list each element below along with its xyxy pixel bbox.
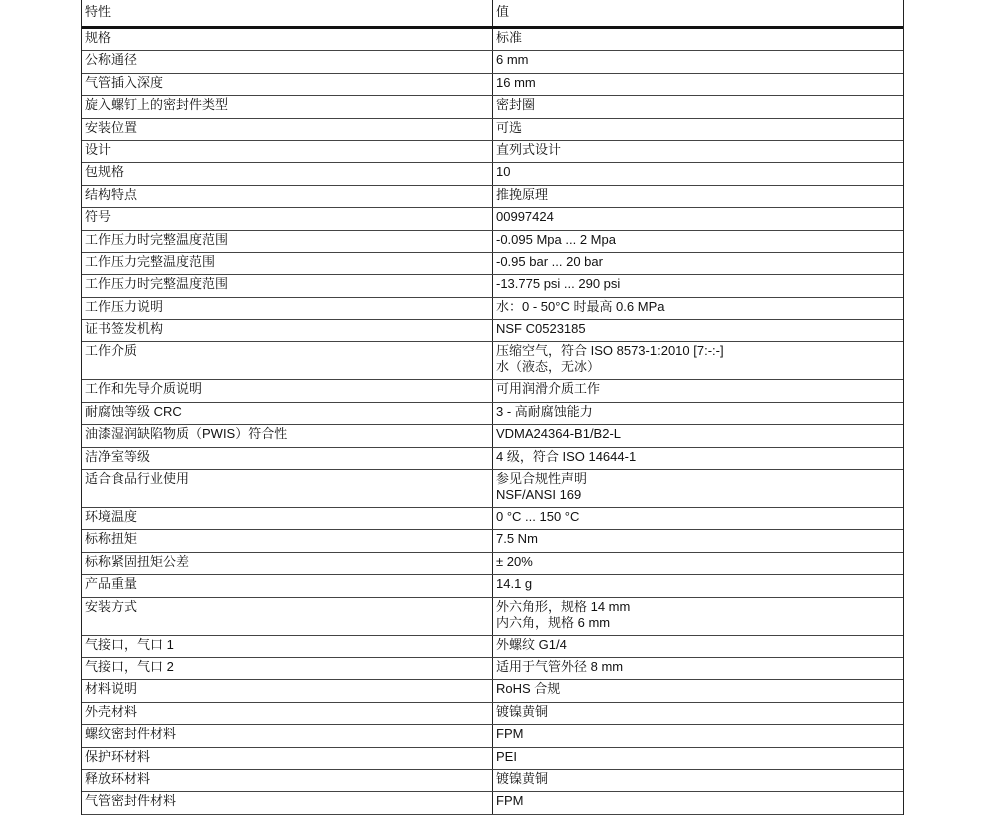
- value-line: VDMA24364-B1/B2-L: [496, 426, 622, 442]
- value-cell: [493, 342, 903, 379]
- value-line: 直列式设计: [496, 141, 562, 157]
- table-row: [82, 636, 903, 658]
- table-row: [82, 508, 903, 530]
- property-cell: 保护环材料: [82, 748, 493, 769]
- value-cell: [493, 96, 903, 117]
- value-line: FPM: [496, 726, 524, 742]
- value-line: 镀镍黄铜: [496, 770, 549, 786]
- value-cell: [493, 74, 903, 95]
- table-row: [82, 448, 903, 470]
- table-body: [82, 29, 903, 815]
- table-row: [82, 298, 903, 320]
- table-row: [82, 275, 903, 297]
- table-row: [82, 470, 903, 508]
- table-row: [82, 680, 903, 702]
- table-row: [82, 208, 903, 230]
- property-cell: 标称紧固扭矩公差: [82, 553, 493, 574]
- value-line: 4 级，符合 ISO 14644-1: [496, 448, 637, 464]
- value-line: -13.775 psi ... 290 psi: [496, 276, 621, 292]
- table-row: [82, 658, 903, 680]
- value-cell: [493, 119, 903, 140]
- value-cell: [493, 598, 903, 635]
- value-line: 可用润滑介质工作: [496, 381, 601, 397]
- value-line: 7.5 Nm: [496, 531, 538, 547]
- value-cell: [493, 680, 903, 701]
- value-cell: [493, 636, 903, 657]
- value-cell: [493, 403, 903, 424]
- table-row: [82, 380, 903, 402]
- value-cell: [493, 553, 903, 574]
- value-cell: [493, 298, 903, 319]
- table-row: [82, 575, 903, 597]
- table-row: [82, 725, 903, 747]
- value-cell: [493, 275, 903, 296]
- header-value: 值: [496, 4, 510, 19]
- value-cell: [493, 380, 903, 401]
- table-row: [82, 530, 903, 552]
- value-line: 水（液态，无冰）: [496, 359, 601, 375]
- property-cell: 工作压力时完整温度范围: [82, 231, 493, 252]
- value-line: 参见合规性声明: [496, 471, 588, 487]
- value-cell: [493, 231, 903, 252]
- value-line: 00997424: [496, 209, 554, 225]
- property-cell: 油漆湿润缺陷物质（PWIS）符合性: [82, 425, 493, 446]
- header-property: 特性: [82, 0, 493, 26]
- value-cell: [493, 792, 903, 813]
- property-cell: 环境温度: [82, 508, 493, 529]
- property-cell: 气管密封件材料: [82, 792, 493, 813]
- property-cell: 安装位置: [82, 119, 493, 140]
- property-cell: 结构特点: [82, 186, 493, 207]
- value-line: 0 °C ... 150 °C: [496, 509, 580, 525]
- value-cell: [493, 725, 903, 746]
- value-cell: [493, 51, 903, 72]
- value-line: 6 mm: [496, 52, 529, 68]
- property-cell: 耐腐蚀等级 CRC: [82, 403, 493, 424]
- property-cell: 证书签发机构: [82, 320, 493, 341]
- value-line: PEI: [496, 748, 517, 764]
- value-cell: [493, 575, 903, 596]
- value-line: 可选: [496, 119, 523, 135]
- value-line: 镀镍黄铜: [496, 703, 549, 719]
- value-line: -0.95 bar ... 20 bar: [496, 253, 603, 269]
- property-cell: 适合食品行业使用: [82, 470, 493, 507]
- value-cell: [493, 163, 903, 184]
- value-line: 压缩空气，符合 ISO 8573-1:2010 [7:-:-]: [496, 343, 724, 359]
- table-row: [82, 231, 903, 253]
- value-line: 推挽原理: [496, 186, 549, 202]
- table-row: [82, 51, 903, 73]
- value-cell: [493, 141, 903, 162]
- table-row: [82, 74, 903, 96]
- table-row: [82, 553, 903, 575]
- value-cell: [493, 703, 903, 724]
- property-cell: 规格: [82, 29, 493, 50]
- table-row: [82, 748, 903, 770]
- table-row: [82, 425, 903, 447]
- table-row: [82, 703, 903, 725]
- table-row: [82, 141, 903, 163]
- property-cell: 产品重量: [82, 575, 493, 596]
- property-cell: 工作压力说明: [82, 298, 493, 319]
- property-cell: 包规格: [82, 163, 493, 184]
- table-row: [82, 403, 903, 425]
- property-cell: 标称扭矩: [82, 530, 493, 551]
- value-cell: [493, 508, 903, 529]
- value-line: 10: [496, 164, 511, 180]
- value-line: RoHS 合规: [496, 681, 561, 697]
- property-cell: 工作和先导介质说明: [82, 380, 493, 401]
- value-line: 标准: [496, 30, 523, 45]
- value-line: 14.1 g: [496, 576, 533, 592]
- property-cell: 洁净室等级: [82, 448, 493, 469]
- property-cell: 外壳材料: [82, 703, 493, 724]
- table-row: [82, 29, 903, 51]
- value-cell: [493, 748, 903, 769]
- value-line: 密封圈: [496, 97, 536, 113]
- table-row: [82, 342, 903, 380]
- value-line: 外螺纹 G1/4: [496, 636, 567, 652]
- property-cell: 释放环材料: [82, 770, 493, 791]
- value-cell: [493, 320, 903, 341]
- value-cell: [493, 208, 903, 229]
- table-row: [82, 186, 903, 208]
- table-row: [82, 253, 903, 275]
- table-row: [82, 320, 903, 342]
- property-cell: 设计: [82, 141, 493, 162]
- value-cell: [493, 29, 903, 50]
- value-line: 外六角形，规格 14 mm: [496, 598, 631, 614]
- table-row: [82, 163, 903, 185]
- table-row: [82, 770, 903, 792]
- table-row: [82, 598, 903, 636]
- value-cell: [493, 253, 903, 274]
- value-cell: [493, 658, 903, 679]
- property-cell: 旋入螺钉上的密封件类型: [82, 96, 493, 117]
- value-cell: [493, 186, 903, 207]
- property-cell: 气接口，气口 1: [82, 636, 493, 657]
- value-line: ± 20%: [496, 553, 533, 569]
- value-line: 适用于气管外径 8 mm: [496, 658, 624, 674]
- property-cell: 公称通径: [82, 51, 493, 72]
- value-line: FPM: [496, 793, 524, 809]
- property-cell: 工作介质: [82, 342, 493, 379]
- table-row: [82, 96, 903, 118]
- property-cell: 工作压力完整温度范围: [82, 253, 493, 274]
- value-cell: [493, 530, 903, 551]
- table-row: [82, 119, 903, 141]
- property-cell: 工作压力时完整温度范围: [82, 275, 493, 296]
- value-line: 3 - 高耐腐蚀能力: [496, 403, 593, 419]
- value-line: NSF C0523185: [496, 321, 586, 337]
- value-line: -0.095 Mpa ... 2 Mpa: [496, 231, 616, 247]
- value-cell: [493, 470, 903, 507]
- property-cell: 符号: [82, 208, 493, 229]
- value-line: 内六角，规格 6 mm: [496, 614, 611, 630]
- value-line: NSF/ANSI 169: [496, 487, 582, 503]
- spec-table: [81, 0, 904, 815]
- value-line: 水：0 - 50°C 时最高 0.6 MPa: [496, 298, 665, 314]
- value-cell: [493, 448, 903, 469]
- value-cell: [493, 425, 903, 446]
- property-cell: 螺纹密封件材料: [82, 725, 493, 746]
- property-cell: 气管插入深度: [82, 74, 493, 95]
- property-cell: 气接口，气口 2: [82, 658, 493, 679]
- table-header-row: [82, 0, 903, 29]
- value-line: 16 mm: [496, 74, 536, 90]
- property-cell: 材料说明: [82, 680, 493, 701]
- value-cell: [493, 770, 903, 791]
- property-cell: 安装方式: [82, 598, 493, 635]
- table-row: [82, 792, 903, 814]
